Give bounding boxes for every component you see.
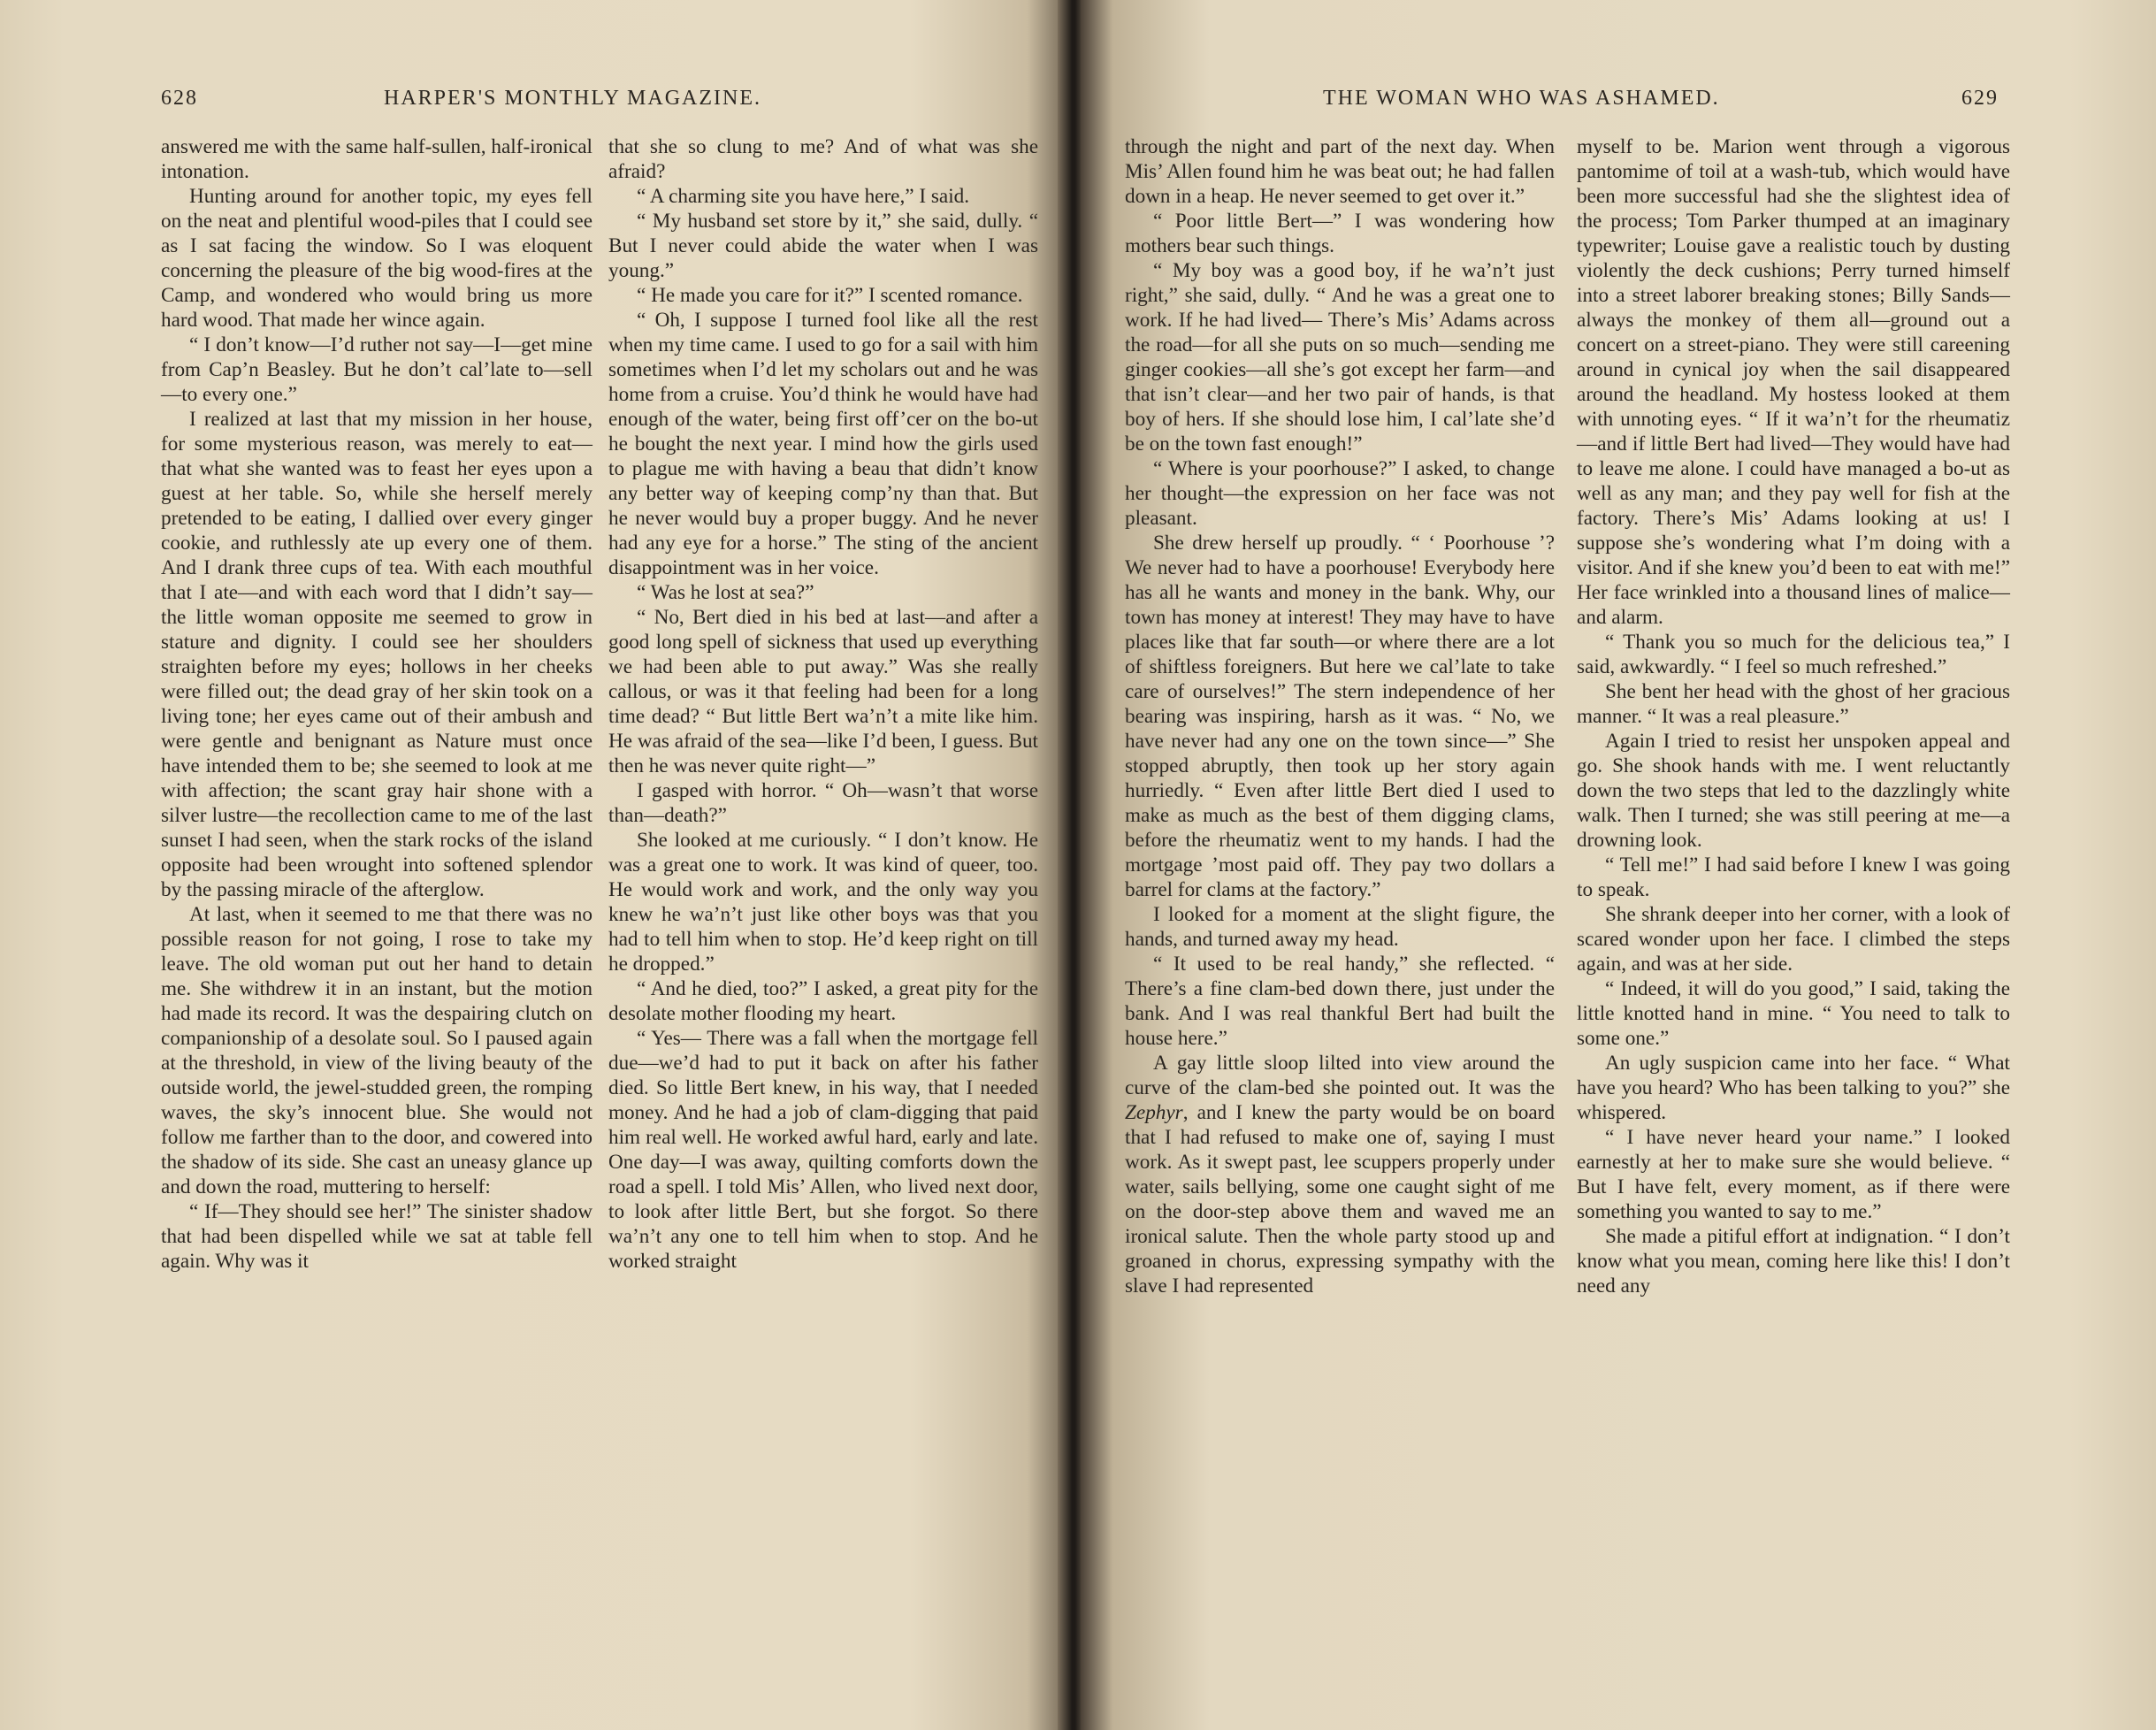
paragraph: “ I don’t know—I’d ruther not say—I—get mine from Cap’n Beasley. But he don’t cal’late to—sell—to every one.” <box>161 333 593 406</box>
right-page <box>1081 0 2156 1730</box>
paragraph <box>1125 1051 1555 1298</box>
paragraph: answered me with the same half-sullen, half-ironical intonation. <box>161 135 593 183</box>
paragraph: that she so clung to me? And of what was she afraid? <box>608 135 1038 183</box>
paragraph: “ Poor little Bert—” I was wondering how mothers bear such things. <box>1125 210 1555 257</box>
paragraph: “ It used to be real handy,” she reflected. “ There’s a fine clam-bed down there, just under the bank. And I was real thankful Bert had built the house here.” <box>1125 953 1555 1050</box>
paragraph: “ I have never heard your name.” I looked earnestly at her to make sure she would believe. “ But I have felt, every moment, as if there were something you wanted to say to me.” <box>1577 1126 2010 1223</box>
paragraph: At last, when it seemed to me that there was no possible reason for not going, I rose to take my leave. The old woman put out her hand to detain me. She withdrew it in an instant, but the motion had made its record. It was the despairing clutch on companionship of a desolate soul. So I paused again at the threshold, in view of the living beauty of the outside world, the jewel-studded green, the romping waves, the sky’s innocent blue. She would not follow me farther than to the door, and cowered into the shadow of its side. She cast an uneasy glance up and down the road, muttering to herself: <box>161 903 593 1198</box>
text-run: , and I knew the party would be on board that I had refused to make one of, saying I must work. As it swept past, lee scuppers properly under water, sails bellying, some one caught sight of me on the door-step above them and waved me an ironical salute. Then the whole party stood up and groaned in chorus, expressing sympathy with the slave I had represented <box>1125 1101 1555 1298</box>
paragraph: An ugly suspicion came into her face. “ What have you heard? Who has been talking to you?” she whispered. <box>1577 1052 2010 1124</box>
paragraph: “ Thank you so much for the delicious tea,” I said, awkwardly. “ I feel so much refreshed.” <box>1577 631 2010 678</box>
paragraph: Again I tried to resist her unspoken appeal and go. She shook hands with me. I went reluctantly down the two steps that led to the dazzlingly white walk. Then I turned; she was still peering at me—a drowning look. <box>1577 730 2010 852</box>
paragraph: “ My husband set store by it,” she said, dully. “ But I never could abide the water when I was young.” <box>608 210 1038 282</box>
paragraph: I realized at last that my mission in her house, for some mysterious reason, was merely to eat—that what she wanted was to feast her eyes upon a guest at her table. So, while she herself merely pretended to be eating, I dallied over every ginger cookie, and ruthlessly ate up every one of them. And I drank three cups of tea. With each mouthful that I ate—and with each word that I didn’t say—the little woman opposite me seemed to grow in stature and dignity. I could see her shoulders straighten before my eyes; hollows in her cheeks were filled out; the dead gray of her skin took on a living tone; her eyes came out of their ambush and were gentle and benignant as Nature must once have intended them to be; she seemed to look at me with affection; the scant gray hair shone with a silver lustre—the recollection came to me of the last sunset I had seen, when the stark rocks of the island opposite had been wrought into softened splendor by the passing miracle of the afterglow. <box>161 408 593 901</box>
left-running-head: HARPER'S MONTHLY MAGAZINE. <box>384 87 762 110</box>
right-column-2 <box>1577 134 2010 1298</box>
left-column-1 <box>161 134 593 1274</box>
ship-name: Zephyr <box>1125 1101 1183 1124</box>
paragraph: She made a pitiful effort at indignation. “ I don’t know what you mean, coming here like this! I don’t need any <box>1577 1225 2010 1298</box>
paragraph: “ A charming site you have here,” I said. <box>637 185 970 208</box>
right-running-head: THE WOMAN WHO WAS ASHAMED. <box>1323 87 1720 110</box>
paragraph: I gasped with horror. “ Oh—wasn’t that worse than—death?” <box>608 779 1038 827</box>
paragraph: “ My boy was a good boy, if he wa’n’t just right,” she said, dully. “ And he was a great one to work. If he had lived— There’s Mis’ Adams across the road—for all she puts on so much—sending me ginger cookies—all she’s got except her farm—and that isn’t clear—and her two pair of hands, is that boy of hers. If she should lose him, I cal’late she’d be on the town fast enough!” <box>1125 259 1555 455</box>
right-column-1 <box>1125 134 1555 1298</box>
left-page-number: 628 <box>161 87 198 110</box>
right-page-number: 629 <box>1961 87 1999 110</box>
paragraph: through the night and part of the next day. When Mis’ Allen found him he was beat out; he had fallen down in a heap. He never seemed to get over it.” <box>1125 135 1555 208</box>
paragraph: “ Was he lost at sea?” <box>637 581 814 604</box>
paragraph: “ No, Bert died in his bed at last—and after a good long spell of sickness that used up everything we had been able to put away.” Was she really callous, or was it that feeling had been for a long time dead? “ But little Bert wa’n’t a mite like him. He was afraid of the sea—like I’d been, I guess. But then he was never quite right—” <box>608 606 1038 777</box>
paragraph: “ If—They should see her!” The sinister shadow that had been dispelled while we sat at table fell again. Why was it <box>161 1200 593 1273</box>
paragraph: “ And he died, too?” I asked, a great pity for the desolate mother flooding my heart. <box>608 977 1038 1025</box>
paragraph: “ Oh, I suppose I turned fool like all the rest when my time came. I used to go for a sail with him sometimes when I’d let my scholars out and he was home from a cruise. You’d think he would have had enough of the water, being first off’cer on the bo-ut he bought the next year. I mind how the girls used to plague me with having a beau that didn’t know any better way of keeping comp’ny than that. But he never would buy a proper buggy. And he never had any eye for a horse.” The sting of the ancient disappointment was in her voice. <box>608 309 1038 579</box>
paragraph: “ Indeed, it will do you good,” I said, taking the little knotted hand in mine. “ You need to talk to some one.” <box>1577 977 2010 1050</box>
paragraph: She shrank deeper into her corner, with a look of scared wonder upon her face. I climbed the steps again, and was at her side. <box>1577 903 2010 976</box>
paragraph: “ He made you care for it?” I scented romance. <box>637 284 1023 307</box>
left-column-2 <box>608 134 1038 1274</box>
paragraph: I looked for a moment at the slight figure, the hands, and turned away my head. <box>1125 903 1555 951</box>
left-page <box>0 0 1070 1730</box>
paragraph: She looked at me curiously. “ I don’t know. He was a great one to work. It was kind of queer, too. He would work and work, and the only way you knew he wa’n’t just like other boys was that you had to tell him when to stop. He’d keep right on till he dropped.” <box>608 829 1038 976</box>
paragraph: “ Tell me!” I had said before I knew I was going to speak. <box>1577 854 2010 901</box>
paragraph: “ Yes— There was a fall when the mortgage fell due—we’d had to put it back on after his father died. So little Bert knew, in his way, that I needed money. And he had a job of clam-digging that paid him real well. He worked awful hard, early and late. One day—I was away, quilting comforts down the road a spell. I told Mis’ Allen, who lived next door, to look after little Bert, but she forgot. So there wa’n’t any one to tell him when to stop. And he worked straight <box>608 1027 1038 1273</box>
paragraph: Hunting around for another topic, my eyes fell on the neat and plentiful wood-piles that I could see as I sat facing the window. So I was eloquent concerning the pleasure of the big wood-fires at the Camp, and wondered who would bring us more hard wood. That made her wince again. <box>161 185 593 332</box>
paragraph: “ Where is your poorhouse?” I asked, to change her thought—the expression on her face was not pleasant. <box>1125 457 1555 530</box>
paragraph: She bent her head with the ghost of her gracious manner. “ It was a real pleasure.” <box>1577 680 2010 728</box>
paragraph: She drew herself up proudly. “ ‘ Poorhouse ’? We never had to have a poorhouse! Everybody here has all he wants and money in the bank. Why, our town has money at interest! They may have to have places like that far south—or where there are a lot of shiftless foreigners. But here we cal’late to take care of ourselves!” The stern independence of her bearing was inspiring, harsh as it was. “ No, we have never had any one on the town since—” She stopped abruptly, then took up her story again hurriedly. “ Even after little Bert died I used to make as much as the best of them digging clams, before the rheumatiz went to my hands. I had the mortgage ’most paid off. They pay two dollars a barrel for clams at the factory.” <box>1125 532 1555 901</box>
text-run: A gay little sloop lilted into view around the curve of the clam-bed she pointed out. It was the <box>1125 1052 1555 1099</box>
paragraph: myself to be. Marion went through a vigorous pantomime of toil at a wash-tub, which would have been more successful had she the slightest idea of the process; Tom Parker thumped at an imaginary typewriter; Louise gave a realistic touch by dusting violently the deck cushions; Perry turned himself into a street laborer breaking stones; Billy Sands—always the monkey of them all—ground out a concert on a street-piano. They were still careening around in cynical joy when the sail disappeared around the headland. My hostess looked at them with unnoting eyes. “ If it wa’n’t for the rheumatiz—and if little Bert had lived—They would have had to leave me alone. I could have managed a bo-ut as well as any man; and they pay well for fish at the factory. There’s Mis’ Adams looking at us! I suppose she’s wondering what I’m doing with a visitor. And if she knew you’d been to eat with me!” Her face wrinkled into a thousand lines of malice—and alarm. <box>1577 135 2010 629</box>
